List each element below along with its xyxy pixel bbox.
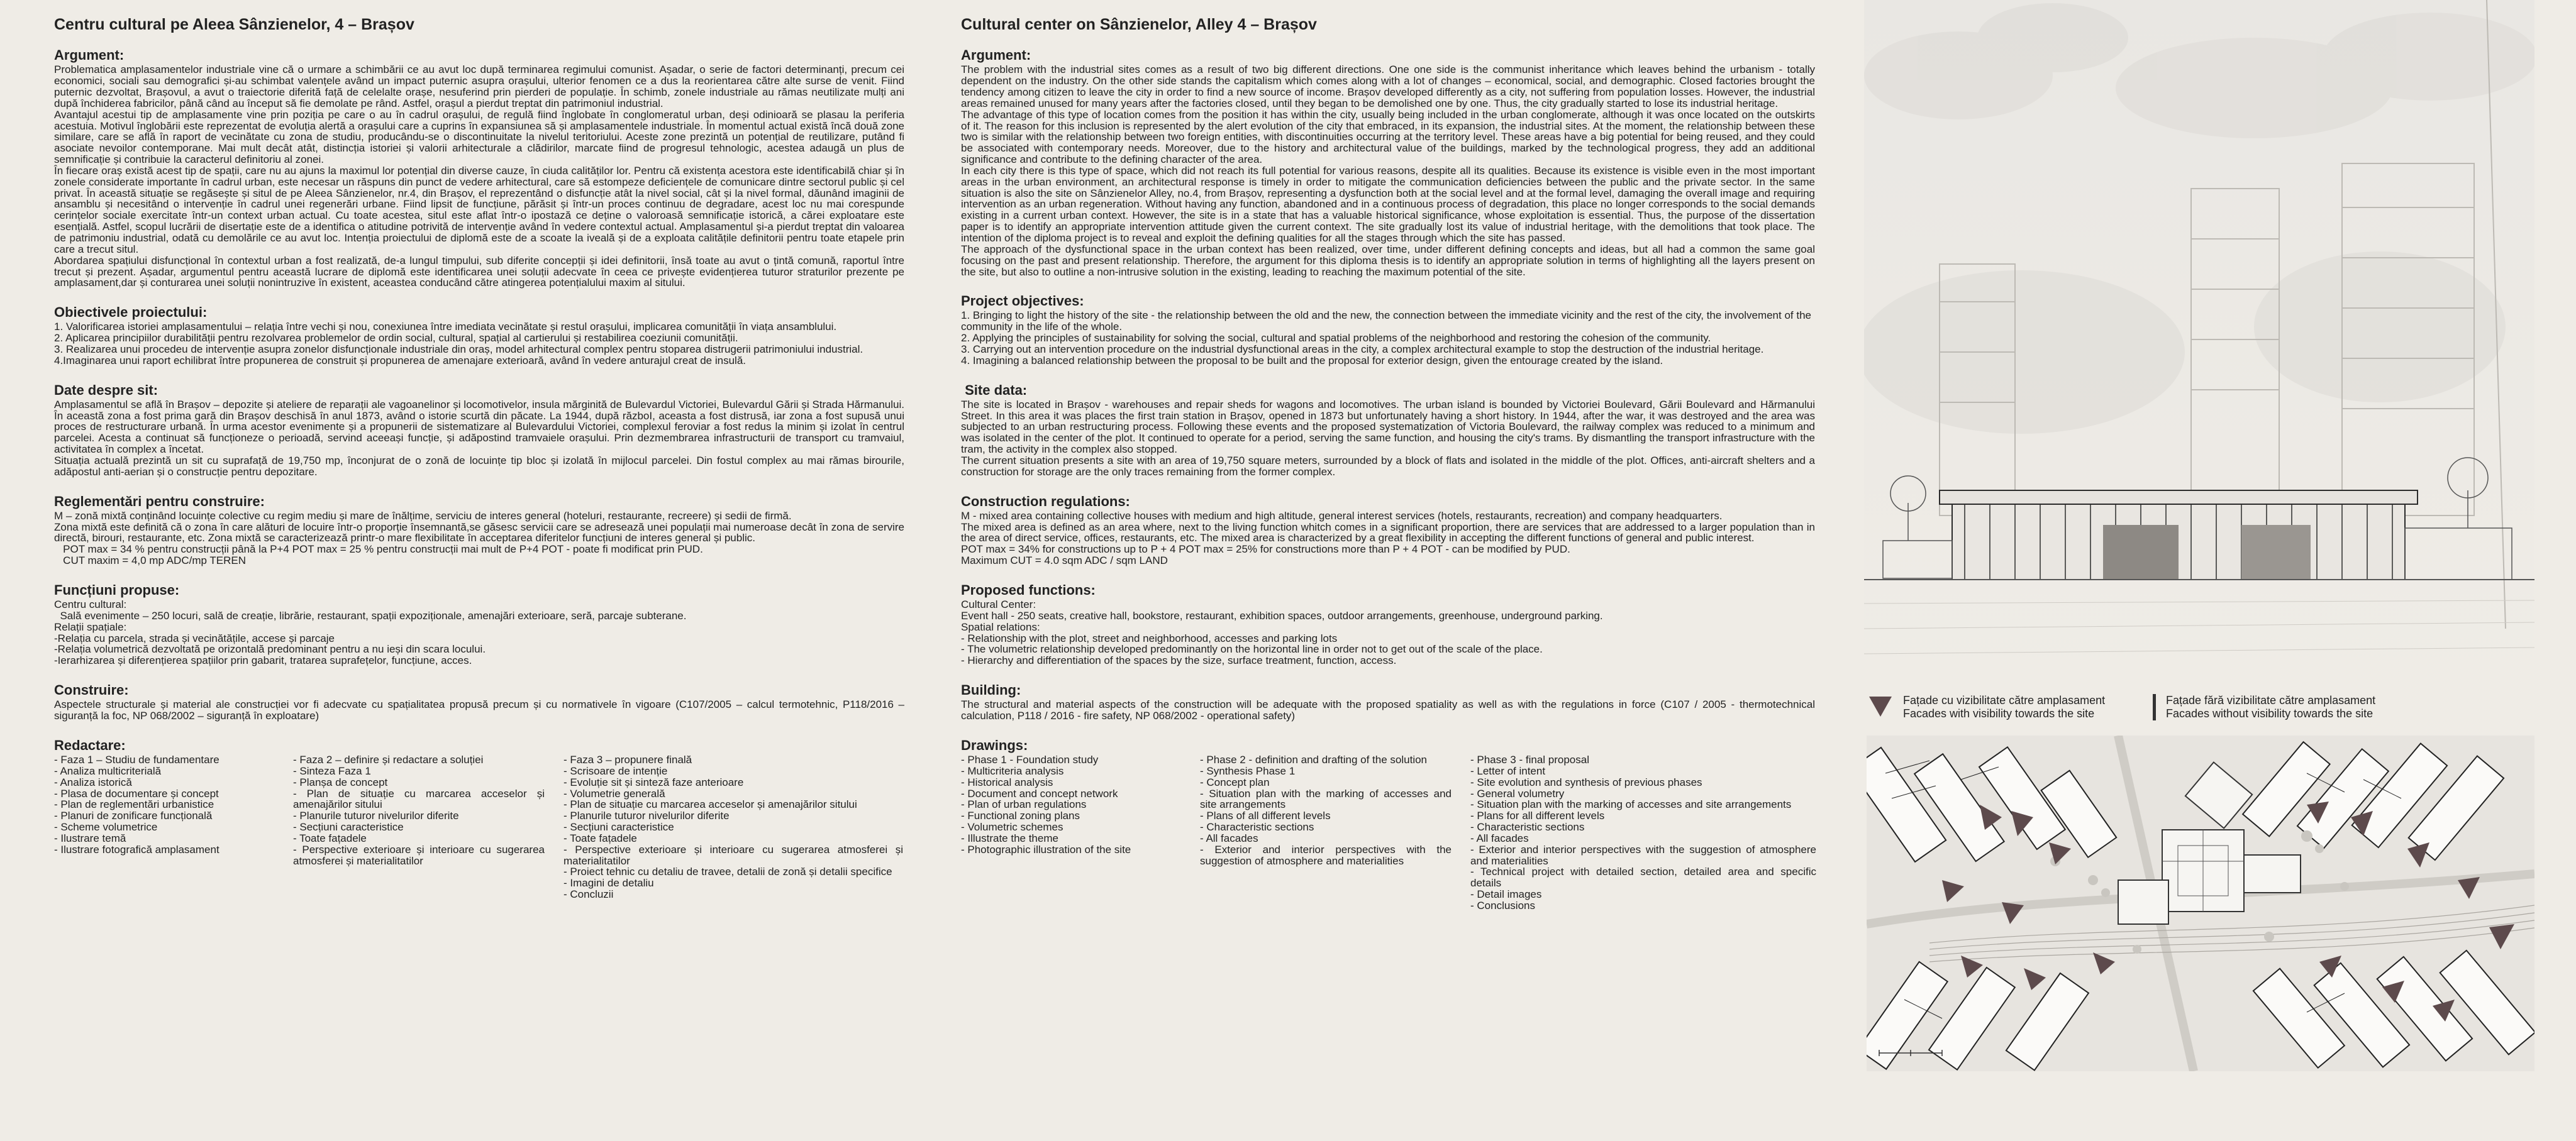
list-item: - Hierarchy and differentiation of the spaces by the size, surface treatment, function, access. xyxy=(961,654,1397,667)
list-item: - Characteristic sections xyxy=(1200,821,1314,834)
list-item: - Site evolution and synthesis of previous phases xyxy=(1470,776,1702,788)
section-title-regulations-ro: Reglementări pentru construire: xyxy=(54,493,265,509)
paragraph: Zona mixtă este definită că o zona în care alături de locuire într-o proporție însemnantă,se găsesc servicii care se adresează unei populații mai numeroase decât în zona de servire directă, birouri, restaurante, etc. Zona mixtă se caracterizează printr-o mare flexibilitate în acceptarea diferitelor funcțiuni de interes general și public. xyxy=(54,521,904,544)
paragraph: The approach of the dysfunctional space in the urban context has been realized, over time, under different defining concepts and ideas, but all had a common the same goal focusing on the past and present relationship. Therefore, the argument for this diploma thesis is to identify an appropriate solution in terms of highlighting all the layers present on the site, but also to outline a non-intrusive solution in the existing, leading to reaching the maximum potential of the site. xyxy=(961,243,1815,278)
list-item: - Analiza istorică xyxy=(54,776,132,788)
section-regulations-ro xyxy=(54,494,904,566)
section-functions-en xyxy=(961,583,1815,666)
drawings-phase1-list xyxy=(54,754,293,900)
section-title-building-ro: Construire: xyxy=(54,682,129,698)
list-item: -Ierarhizarea și diferențierea spațiilor prin gabarit, tratarea suprafețelor, funcțiune, acces. xyxy=(54,654,472,667)
list-item: - Plans of all different levels xyxy=(1200,810,1331,822)
list-item: - Faza 2 – definire și redactare a soluției xyxy=(293,754,484,766)
list-item: 1. Bringing to light the history of the site - the relationship between the old and the new, the connection between the immediate vicinity and the rest of the city, the involvement of the community in the life of the whole. xyxy=(961,309,1811,333)
list-item: Cultural Center: xyxy=(961,598,1036,611)
section-functions-ro xyxy=(54,583,904,666)
section-title-objectives-en: Project objectives: xyxy=(961,293,1084,309)
section-objectives-en xyxy=(961,294,1815,366)
paragraph: The structural and material aspects of the construction will be adequate with the proposed spatiality as well as with the regulations in force (C107 / 2005 - thermotechnical calculation, P118 / 2016 - fire safety, NP 068/2002 - operational safety) xyxy=(961,698,1815,722)
paragraph: The problem with the industrial sites comes as a result of two big different directions. One one side is the communist inheritance which leaves behind the urbanism - totally dependent on the industry. On the other side stands the capitalism which comes along with a lot of changes – economical, social, and demographic. Closed factories brought the tendency among citizen to leave the city in order to find a new source of income. Brașov developed differently as a city, not suffering from population losses. However, the industrial areas remained unused for many years after the factories closed, until they began to be demolished one by one. Thus, the city gradually started to lose its industrial heritage. xyxy=(961,63,1815,109)
list-item: - Document and concept network xyxy=(961,787,1118,800)
list-item: - Planuri de zonificare funcțională xyxy=(54,810,213,822)
list-item: - Plan de reglementări urbanistice xyxy=(54,798,214,811)
list-item: - Phase 1 - Foundation study xyxy=(961,754,1099,766)
list-item: - All facades xyxy=(1200,832,1258,844)
section-building-ro xyxy=(54,683,904,722)
list-item: - Photographic illustration of the site xyxy=(961,843,1131,856)
triangle-marker-icon xyxy=(1867,694,1894,719)
list-item: - Toate fațadele xyxy=(564,832,637,844)
list-item: - Evoluție sit și sinteză faze anterioare xyxy=(564,776,744,788)
list-item: 2. Aplicarea principiilor durabilității pentru rezolvarea problemelor de ordin social, cultural, spațial al cartierului și restabilirea coeziunii comunității. xyxy=(54,332,738,345)
list-item: - Relationship with the plot, street and neighborhood, accesses and parking lots xyxy=(961,632,1338,644)
list-item: - Multicriteria analysis xyxy=(961,764,1064,777)
section-title-drawings-en: Drawings: xyxy=(961,737,1028,753)
list-item: - Faza 1 – Studiu de fundamentare xyxy=(54,754,219,766)
list-item: - Planurile tuturor nivelurilor diferite xyxy=(564,810,730,822)
drawings-grid xyxy=(961,754,1815,912)
list-item: - Plan of urban regulations xyxy=(961,798,1087,811)
list-item: 4. Imagining a balanced relationship between the proposal to be built and the proposal for exterior design, given the entourage created by the island. xyxy=(961,354,1663,367)
list-item: - Scrisoare de intenție xyxy=(564,764,668,777)
list-item: - Perspective exterioare și interioare cu sugerarea atmosferei și materialitatilor xyxy=(293,843,545,867)
list-item: - Toate fațadele xyxy=(293,832,367,844)
legend-item-hidden xyxy=(2152,694,2375,720)
list-item: - Exterior and interior perspectives with the suggestion of atmosphere and materialities xyxy=(1200,843,1452,867)
list-item: - Plans for all different levels xyxy=(1470,810,1605,822)
paragraph: The mixed area is defined as an area where, next to the living function whitch comes in a significant proportion, there are services that are addressed to a larger population than in the area of direct service, offices, restaurants, etc. The mixed area is characterized by a great flexibility in accepting the different functions of general and public interest. xyxy=(961,521,1815,544)
list-item: - Secțiuni caracteristice xyxy=(564,821,674,834)
list-item: - Secțiuni caracteristice xyxy=(293,821,404,834)
section-drawings-en xyxy=(961,738,1815,912)
list-item: Spatial relations: xyxy=(961,620,1040,633)
legend-label-en: Facades without visibility towards the site xyxy=(2166,707,2373,720)
list-item: Centru cultural: xyxy=(54,598,127,611)
visual-panel xyxy=(1862,0,2576,1141)
paragraph: Situația actuală prezintă un sit cu suprafață de 19,750 mp, înconjurat de o zonă de locuințe tip bloc și izolată în mijlocul parcelei. Din fostul complex au mai rămas birourile, adăpostul anti-aerian și o construcție pentru depozitare. xyxy=(54,455,904,478)
list-item: - Proiect tehnic cu detaliu de travee, detalii de zonă și detalii specifice xyxy=(564,866,892,878)
list-item: - Phase 2 - definition and drafting of the solution xyxy=(1200,754,1428,766)
list-item: Relații spațiale: xyxy=(54,620,127,633)
list-item: - Historical analysis xyxy=(961,776,1053,788)
section-objectives-ro xyxy=(54,305,904,366)
list-item: - Conclusions xyxy=(1470,900,1535,912)
paragraph: The site is located in Brașov - warehouses and repair sheds for wagons and locomotives. The urban island is bounded by Victoriei Boulevard, Gării Boulevard and Hărmanului Street. In this area it was places the first train station in Brașov, opened in 1873 but unfortunately having a short history. In 1944, after the war, it was destroyed and the area was subjected to an urban restructuring process. Following these events and the proposed systematization of Victoria Boulevard, the railway complex was reduced to a minimum and was isolated in the center of the plot. It continued to operate for a period, serving the same function, and housing the city's trams. By dismantling the transport infrastructure with the tram, the activity in the complex also stopped. xyxy=(961,398,1815,456)
section-argument-ro xyxy=(54,48,904,289)
paragraph: Problematica amplasamentelor industriale vine că o urmare a schimbării ce au avut loc după terminarea regimului comunist. Așadar, o serie de factori determinanți, precum cei economici, sociali sau demografici și-au schimbat valențele având un impact puternic asupra orașului, ulterior fenomen ce a dus la reorientarea către alte surse de venit. Fiind puternic dezvoltat, Brașovul, a avut o traiectorie diferită față de celelalte orașe, nesuferind prin pierderi de populație. În schimb, zonele industriale au rămas neutilizate mulți ani după închiderea fabricilor, până când au început să fie demolate pe rând. Astfel, orașul a pierdut treptat din patrimoniul industrial. xyxy=(54,63,904,109)
list-item: -Relația volumetrică dezvoltată pe orizontală predominant pentru a nu ieși din scara locului. xyxy=(54,643,486,656)
drawings-grid xyxy=(54,754,904,900)
building-elevation-sketch xyxy=(1864,0,2534,692)
paragraph: Amplasamentul se află în Brașov – depozite și ateliere de reparații ale vagoanelinor și locomotivelor, insula mărginită de Bulevardul Victoriei, Bulevardul Gării și Strada Hărmanului. În această zona a fost prima gară din Brașov deschisă în anul 1873, având o istorie scurtă din păcate. La 1944, după războI, aceasta a fost distrusă, iar zona a fost supusă unui proces de restructurare urbană. În urma acestor evenimente și a propunerii de sistematizare al Bulevardului Victoriei, complexul feroviar a fost redus la minim și izolat în centrul parcelei. Acesta a continuat să funcționeze o perioadă, servind aceeași funcție, și adăpostind tramvaiele orașului. Prin dezmembrarea infrastructurii de transport cu tramvaiul, activitatea în complex a încetat. xyxy=(54,398,904,456)
paragraph: The current situation presents a site with an area of 19,750 square meters, surrounded by a block of flats and isolated in the middle of the plot. Offices, anti-aircraft shelters and a construction for storage are the only traces remaining from the former complex. xyxy=(961,455,1815,478)
section-drawings-ro xyxy=(54,738,904,900)
section-title-site-en: Site data: xyxy=(961,382,1028,398)
paragraph: In each city there is this type of space, which did not reach its full potential for various reasons, despite all its qualities. Because its existence is visible even in the most important areas in the urban environment, an architectural response is timely in order to mitigate the communication deficiencies between the public and the private sector. In the same situation is also the site on Sânzienelor Alley, no.4, from Brașov, representing a dysfunction both at the social level and at the formal level, damaging the overall image and requiring intervention as an urban regeneration. Without having any function, abandoned and in a continuous process of degradation, this place no longer corresponds to the social demands existing in a current urban context. However, the site is in a state that has a valuable historical significance, whose exploitation is essential. Thus, the purpose of the dissertation paper is to identify an appropriate intervention attitude given the current context. The site gradually lost its value of industrial heritage, with the demolitions that took place. The intention of the diploma project is to reveal and exploit the defining qualities for all the stages through which the site has passed. xyxy=(961,164,1815,244)
paragraph: Abordarea spațiului disfuncțional în contextul urban a fost realizată, de-a lungul timpului, sub diferite concepții și idei definitorii, însă toate au avut o țintă comună, raportul între trecut și prezent. Așadar, argumentul pentru această lucrare de diplomă este identificarea unei soluții adecvate în ceea ce privește evidențierea tuturor straturilor prezente pe amplasament,dar și conturarea unei soluții nonintruzive în existent, aceastea conducând către atingerea potențialului maxim al sitului. xyxy=(54,254,904,289)
paragraph: The advantage of this type of location comes from the position it has within the city, usually being included in the urban conglomerate, although it was once located on the outskirts of it. The reason for this inclusion is represented by the alert evolution of the city that embraced, in its expansion, the industrial sites. At the moment, the relationship between these two is similar with the relationship between two foreign entities, with discontinuities occurring at the territory level. These areas have a big potential for being reused, and they could be associated with contemporary needs. Moreover, due to the history and architectural value of the buildings, marked by the technological progress, they add an additional significance and contribute to the defining character of the area. xyxy=(961,108,1815,166)
list-item: - Situation plan with the marking of accesses and site arrangements xyxy=(1470,798,1792,811)
list-item: - Analiza multicriterială xyxy=(54,764,162,777)
list-item: -Relația cu parcela, strada și vecinătățile, accese și parcaje xyxy=(54,632,335,644)
section-title-building-en: Building: xyxy=(961,682,1021,698)
list-item: - All facades xyxy=(1470,832,1529,844)
list-item: - Synthesis Phase 1 xyxy=(1200,764,1296,777)
list-item: - Volumetric schemes xyxy=(961,821,1063,834)
paragraph: M – zonă mixtă conținând locuințe colective cu regim mediu și mare de înălțime, serviciu de interes general (hoteluri, restaurante, recreere) și sedii de firmă. xyxy=(54,509,792,522)
section-title-functions-ro: Funcțiuni propuse: xyxy=(54,582,180,598)
list-item: - Scheme volumetrice xyxy=(54,821,158,834)
list-item: - Exterior and interior perspectives with the suggestion of atmosphere and materialities xyxy=(1470,843,1816,867)
romanian-column xyxy=(54,0,904,917)
paragraph: Avantajul acestui tip de amplasamente vine prin poziția pe care o au în cadrul orașului, de regulă fiind înglobate în conglomeratul urban, deși odinioară se plasau la periferia acestuia. Motivul înglobării este reprezentat de evoluția alertă a orașului care a cuprins în expansiunea să și amplasamentele industriale. În momentul actual există încă două zone similare, care se află în raport de vecinătate cu zona de studiu, producându-se o discontinuitate la nivelul teritoriului. Aceste zone prezintă un potențial de reutilizare, putând fi asociate nevoilor contemporane. Mai mult decât atât, distincția istoriei și valorii arhitecturale a clădirilor, marcate fiind de progresul tehnologic, acestea adaugă un plus de semnificație și contribuie la caracterul definitoriu al zonei. xyxy=(54,108,904,166)
list-item: - General volumetry xyxy=(1470,787,1565,800)
legend-label-ro: Fațade fără vizibilitate către amplasament xyxy=(2166,694,2376,707)
paragraph: POT max = 34 % pentru construcții până la P+4 POT max = 25 % pentru construcții mai mult de P+4 POT - poate fi modificat prin PUD. xyxy=(54,543,703,556)
section-title-argument-ro: Argument: xyxy=(54,47,125,63)
paragraph: În fiecare oraș există acest tip de spații, care nu au ajuns la maximul lor potențial din diverse cauze, în ciuda calităților lor. Pentru că existența acestora este identificabilă chiar și în zonele considerate importante în cadrul urban, este necesar un răspuns din punct de vedere arhitectural, care să estompeze deficiențele de comunicare dintre sectorul public și cel privat. În această situație se regăsește și situl de pe Aleea Sânzienelor, nr.4, din Brașov, el reprezentând o disfuncție atât la nivel social, cât și la nivel formal, dăunând imaginii de ansamblu și necesitând o intervenție în cadrul unei regenerări urbane. Fiind lipsit de funcțiune, părăsit și într-un proces continuu de degradare, acest loc nu mai corespunde cerințelor sociale exercitate într-un context urban actual. Cu toate acestea, situl este aflat într-o ipostază ce deține o valoroasă semnificație istorică, a cărei exploatare este esențială. Astfel, scopul lucrării de disertație este de a identifica o atitudine potrivită de intervenție având în vedere contextul actual. Amplasamentul și-a pierdut treptat din valoarea de patrimoniu industrial, odată cu demolările ce au avut loc. Intenția proiectului de diplomă este de a scoate la iveală și de a exploata calitățile definitorii pentru toate etapele prin care a trecut situl. xyxy=(54,164,904,255)
paragraph: M - mixed area containing collective houses with medium and high altitude, general interest services (hotels, restaurants, recreation) and company headquarters. xyxy=(961,509,1723,522)
list-item: - Planurile tuturor nivelurilor diferite xyxy=(293,810,459,822)
site-plan-map xyxy=(1867,736,2534,1071)
list-item: - The volumetric relationship developed predominantly on the horizontal line in order not to get out of the scale of the place. xyxy=(961,643,1543,656)
drawings-phase2-list xyxy=(1200,754,1470,912)
section-title-argument-en: Argument: xyxy=(961,47,1031,63)
list-item: 4.Imaginarea unui raport echilibrat între propunerea de construit și propunerea de amenajare exterioară, având în vedere anturajul creat de insulă. xyxy=(54,354,747,367)
section-title-site-ro: Date despre sit: xyxy=(54,382,158,398)
section-title-functions-en: Proposed functions: xyxy=(961,582,1096,598)
legend-label-en: Facades with visibility towards the site xyxy=(1903,707,2095,720)
list-item: - Plan de situație cu marcarea acceselor și amenajărilor sitului xyxy=(564,798,857,811)
list-item: - Faza 3 – propunere finală xyxy=(564,754,692,766)
list-item: Sală evenimente – 250 locuri, sală de creație, librărie, restaurant, spații expoziționale, amenajări exterioare, seră, parcaje subterane. xyxy=(54,609,687,622)
section-site-ro xyxy=(54,383,904,478)
list-item: - Detail images xyxy=(1470,888,1542,901)
list-item: - Sinteza Faza 1 xyxy=(293,764,371,777)
section-title-drawings-ro: Redactare: xyxy=(54,737,126,753)
section-regulations-en xyxy=(961,494,1815,566)
paragraph: Aspectele structurale și material ale construcției vor fi adecvate cu spațialitatea propusă precum și cu normativele în vigoare (C107/2005 – calcul termotehnic, P118/2016 – siguranță la foc, NP 068/2002 – siguranță în exploatare) xyxy=(54,698,904,722)
list-item: - Plan de situație cu marcarea acceselor și amenajărilor sitului xyxy=(293,787,545,811)
legend-label-ro: Fațade cu vizibilitate către amplasament xyxy=(1903,694,2106,707)
drawings-phase2-list xyxy=(293,754,564,900)
drawings-phase3-list xyxy=(1470,754,1816,912)
section-argument-en xyxy=(961,48,1815,277)
section-title-objectives-ro: Obiectivele proiectului: xyxy=(54,304,208,321)
list-item: 1. Valorificarea istoriei amplasamentului – relația între vechi și nou, conexiunea între imediata vecinătate și restul orașului, implicarea comunității în viața ansamblului. xyxy=(54,321,837,333)
list-item: Event hall - 250 seats, creative hall, bookstore, restaurant, exhibition spaces, outdoor arrangements, greenhouse, underground parking. xyxy=(961,609,1603,622)
section-site-en xyxy=(961,383,1815,478)
paragraph: CUT maxim = 4,0 mp ADC/mp TEREN xyxy=(54,554,246,567)
list-item: - Technical project with detailed section, detailed area and specific details xyxy=(1470,866,1816,890)
bar-marker-icon xyxy=(2152,694,2157,720)
list-item: - Illustrate the theme xyxy=(961,832,1058,844)
section-title-regulations-en: Construction regulations: xyxy=(961,493,1130,509)
list-item: 3. Carrying out an intervention procedure on the industrial dysfunctional areas in the city, a complex architectural example to stop the destruction of the industrial heritage. xyxy=(961,343,1764,355)
list-item: - Letter of intent xyxy=(1470,764,1546,777)
page-title-en: Cultural center on Sânzienelor, Alley 4 – Brașov xyxy=(961,16,1317,33)
list-item: - Imagini de detaliu xyxy=(564,877,654,890)
drawings-phase1-list xyxy=(961,754,1200,912)
list-item: - Ilustrare fotografică amplasament xyxy=(54,843,219,856)
list-item: 2. Applying the principles of sustainability for solving the social, cultural and spatial problems of the neighborhood and restoring the cohesion of the community. xyxy=(961,332,1711,345)
list-item: - Concept plan xyxy=(1200,776,1270,788)
map-legend xyxy=(1862,690,2572,722)
list-item: - Planșa de concept xyxy=(293,776,388,788)
list-item: - Volumetrie generală xyxy=(564,787,665,800)
list-item: - Concluzii xyxy=(564,888,614,901)
section-building-en xyxy=(961,683,1815,722)
list-item: - Phase 3 - final proposal xyxy=(1470,754,1589,766)
english-column xyxy=(961,0,1815,928)
list-item: 3. Realizarea unui procedeu de intervenție asupra zonelor disfuncționale industriale din oraș, model arhitectural complex pentru stoparea distrugerii patrimoniului industrial. xyxy=(54,343,863,355)
list-item: - Functional zoning plans xyxy=(961,810,1080,822)
list-item: - Situation plan with the marking of accesses and site arrangements xyxy=(1200,787,1452,811)
legend-item-visible xyxy=(1867,694,2105,720)
drawings-phase3-list xyxy=(564,754,903,900)
list-item: - Characteristic sections xyxy=(1470,821,1585,834)
paragraph: Maximum CUT = 4.0 sqm ADC / sqm LAND xyxy=(961,554,1168,567)
list-item: - Plasa de documentare și concept xyxy=(54,787,219,800)
list-item: - Ilustrare temă xyxy=(54,832,126,844)
page-title-ro: Centru cultural pe Aleea Sânzienelor, 4 – Brașov xyxy=(54,16,414,33)
list-item: - Perspective exterioare și interioare cu sugerarea atmosferei și materialitatilor xyxy=(564,843,903,867)
paragraph: POT max = 34% for constructions up to P + 4 POT max = 25% for constructions more than P + 4 POT - can be modified by PUD. xyxy=(961,543,1570,556)
